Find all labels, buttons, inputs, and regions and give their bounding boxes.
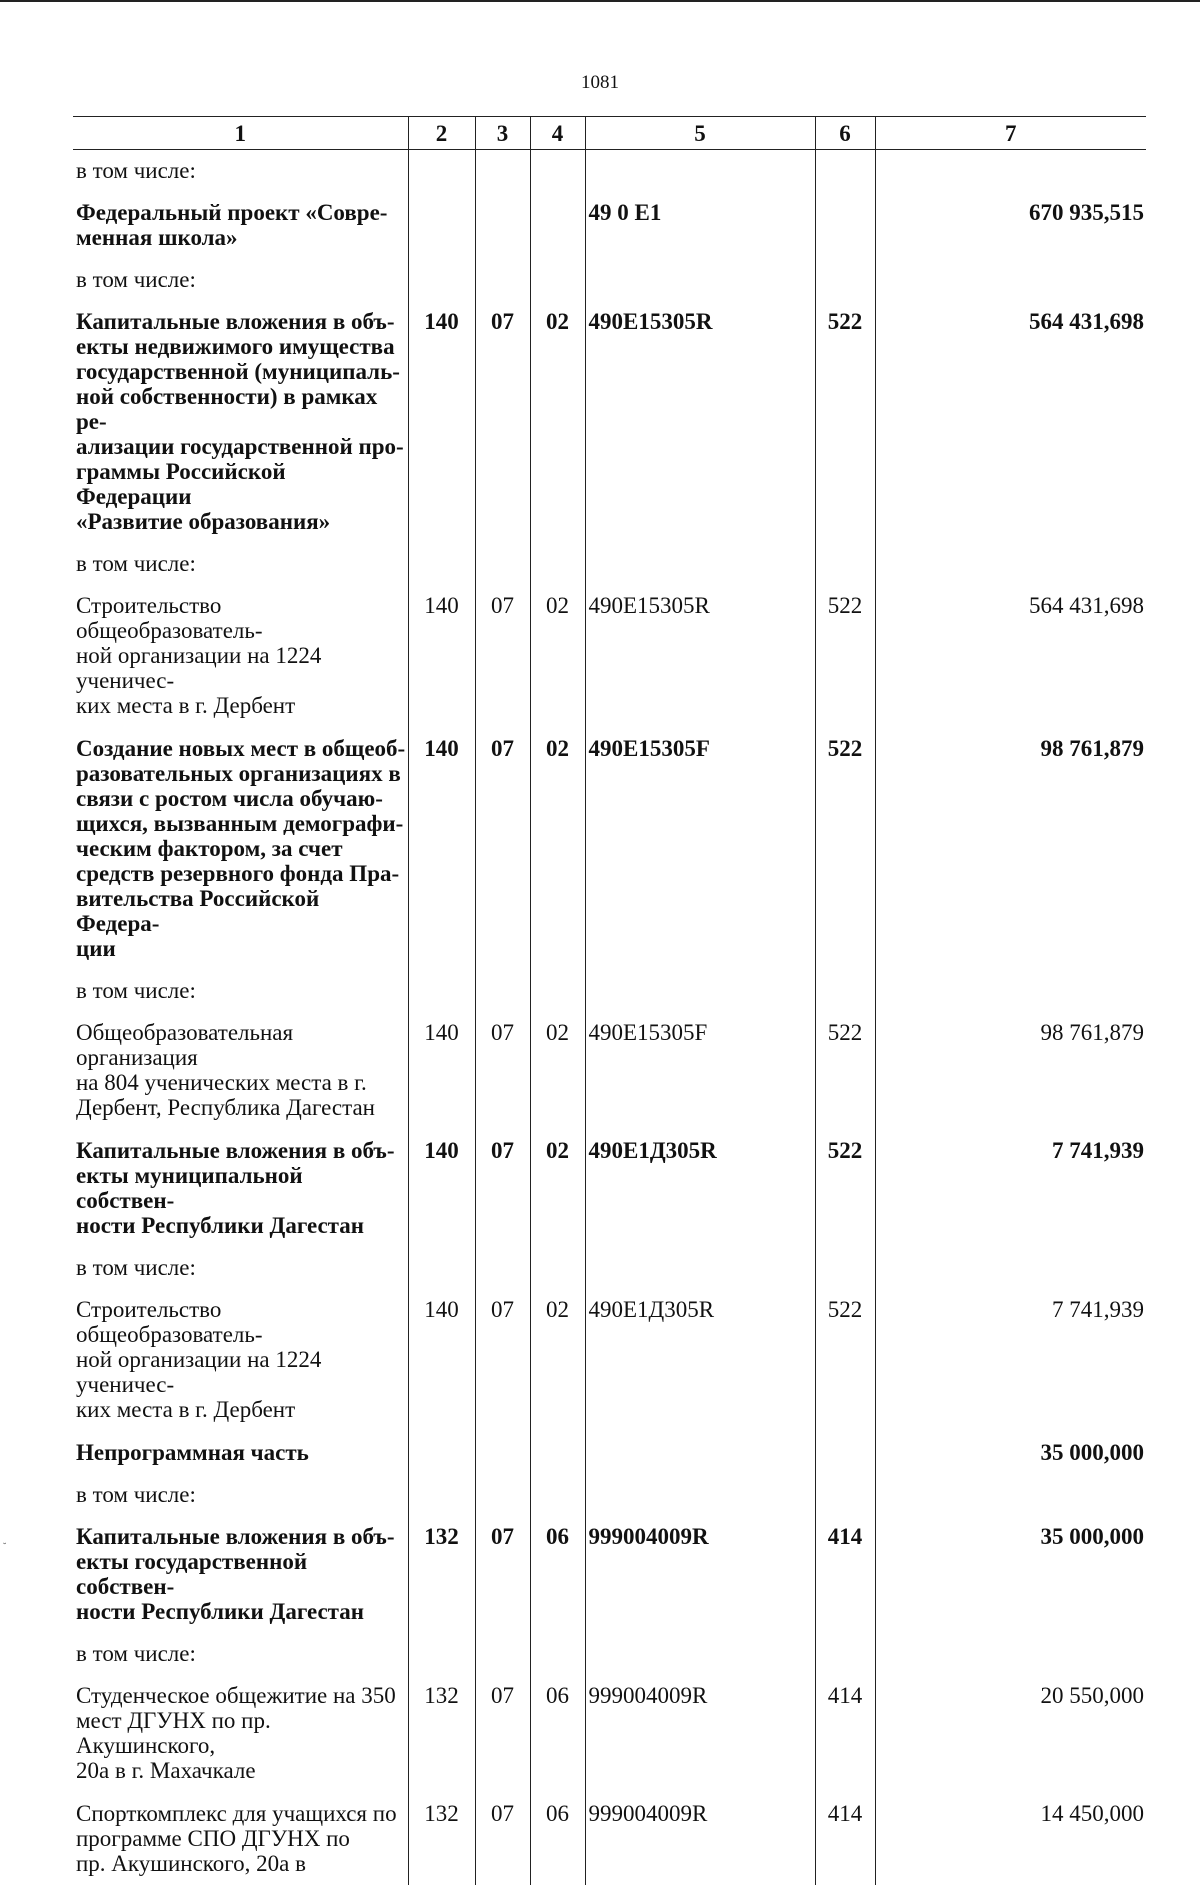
row-name-cell: в том числе: bbox=[73, 970, 408, 1011]
row-name-cell: Капитальные вложения в объ- екты недвижимого имущества государственной (муниципаль- ной собственности) в рамках ре- ализации государственной про- граммы Российской Федерации «Развитие образования» bbox=[73, 300, 408, 543]
row-code-cell: 490Е1Д305R bbox=[585, 1288, 815, 1431]
row-col3-cell bbox=[475, 1633, 530, 1674]
row-col3-cell: 07 bbox=[475, 1674, 530, 1792]
row-amount-cell: 7 741,939 bbox=[875, 1288, 1146, 1431]
table-row bbox=[73, 150, 1146, 192]
row-col6-cell: 414 bbox=[815, 1792, 875, 1885]
row-col3-cell bbox=[475, 191, 530, 259]
row-col2-cell bbox=[408, 1431, 475, 1474]
row-col2-cell: 132 bbox=[408, 1792, 475, 1885]
row-col3-cell bbox=[475, 150, 530, 192]
row-col4-cell: 02 bbox=[530, 727, 585, 970]
row-amount-cell bbox=[875, 1474, 1146, 1515]
row-col6-cell: 414 bbox=[815, 1515, 875, 1633]
column-header: 1 bbox=[73, 117, 408, 150]
row-col3-cell: 07 bbox=[475, 1011, 530, 1129]
row-col2-cell: 140 bbox=[408, 727, 475, 970]
row-col6-cell bbox=[815, 1247, 875, 1288]
row-col2-cell: 132 bbox=[408, 1674, 475, 1792]
page-number: 1081 bbox=[0, 72, 1200, 94]
row-amount-cell: 20 550,000 bbox=[875, 1674, 1146, 1792]
row-code-cell bbox=[585, 1474, 815, 1515]
row-col3-cell: 07 bbox=[475, 1129, 530, 1247]
row-col2-cell: 140 bbox=[408, 584, 475, 727]
row-code-cell bbox=[585, 259, 815, 300]
row-amount-cell: 35 000,000 bbox=[875, 1431, 1146, 1474]
scan-artifact-mark: ˘ bbox=[3, 1542, 6, 1553]
row-col3-cell bbox=[475, 1431, 530, 1474]
table-body bbox=[73, 150, 1146, 1885]
row-amount-cell bbox=[875, 1247, 1146, 1288]
row-col6-cell bbox=[815, 970, 875, 1011]
row-col2-cell: 140 bbox=[408, 1129, 475, 1247]
row-col4-cell bbox=[530, 970, 585, 1011]
table-row bbox=[73, 1129, 1146, 1247]
table-row bbox=[73, 1674, 1146, 1792]
column-header: 4 bbox=[530, 117, 585, 150]
row-col3-cell bbox=[475, 1474, 530, 1515]
row-amount-cell: 98 761,879 bbox=[875, 1011, 1146, 1129]
row-col6-cell bbox=[815, 191, 875, 259]
table-row bbox=[73, 543, 1146, 584]
row-col4-cell bbox=[530, 191, 585, 259]
row-col4-cell: 02 bbox=[530, 1288, 585, 1431]
table-row bbox=[73, 1633, 1146, 1674]
row-code-cell: 999004009R bbox=[585, 1792, 815, 1885]
table-header-row bbox=[73, 117, 1146, 150]
row-code-cell: 490Е15305F bbox=[585, 1011, 815, 1129]
row-col3-cell bbox=[475, 970, 530, 1011]
row-col4-cell bbox=[530, 1474, 585, 1515]
row-col4-cell: 02 bbox=[530, 1129, 585, 1247]
row-col6-cell bbox=[815, 1474, 875, 1515]
table-row bbox=[73, 1247, 1146, 1288]
table-row bbox=[73, 1515, 1146, 1633]
row-amount-cell: 35 000,000 bbox=[875, 1515, 1146, 1633]
row-col6-cell: 522 bbox=[815, 1288, 875, 1431]
row-code-cell bbox=[585, 1247, 815, 1288]
row-amount-cell: 98 761,879 bbox=[875, 727, 1146, 970]
row-name-cell: Федеральный проект «Совре- менная школа» bbox=[73, 191, 408, 259]
table-row bbox=[73, 727, 1146, 970]
row-amount-cell bbox=[875, 970, 1146, 1011]
table-row bbox=[73, 1431, 1146, 1474]
row-name-cell: Капитальные вложения в объ- екты муниципальной собствен- ности Республики Дагестан bbox=[73, 1129, 408, 1247]
row-code-cell: 490Е15305R bbox=[585, 300, 815, 543]
row-col4-cell bbox=[530, 543, 585, 584]
row-col4-cell bbox=[530, 259, 585, 300]
table-row bbox=[73, 970, 1146, 1011]
row-col2-cell bbox=[408, 150, 475, 192]
row-col3-cell bbox=[475, 1247, 530, 1288]
table-row bbox=[73, 300, 1146, 543]
row-col2-cell bbox=[408, 259, 475, 300]
row-col6-cell: 414 bbox=[815, 1674, 875, 1792]
row-code-cell bbox=[585, 1633, 815, 1674]
row-col4-cell: 06 bbox=[530, 1515, 585, 1633]
row-col2-cell: 140 bbox=[408, 300, 475, 543]
row-code-cell bbox=[585, 543, 815, 584]
table-row bbox=[73, 584, 1146, 727]
row-amount-cell: 564 431,698 bbox=[875, 584, 1146, 727]
row-col6-cell bbox=[815, 543, 875, 584]
row-col6-cell: 522 bbox=[815, 300, 875, 543]
row-col4-cell bbox=[530, 1633, 585, 1674]
row-col2-cell: 140 bbox=[408, 1288, 475, 1431]
row-col3-cell: 07 bbox=[475, 1288, 530, 1431]
row-col4-cell: 06 bbox=[530, 1792, 585, 1885]
row-code-cell: 49 0 Е1 bbox=[585, 191, 815, 259]
row-col2-cell: 140 bbox=[408, 1011, 475, 1129]
table-row bbox=[73, 1792, 1146, 1885]
row-amount-cell: 14 450,000 bbox=[875, 1792, 1146, 1885]
row-name-cell: Строительство общеобразователь- ной организации на 1224 ученичес- ких места в г. Дербент bbox=[73, 584, 408, 727]
row-name-cell: Общеобразовательная организация на 804 ученических места в г. Дербент, Республика Дагестан bbox=[73, 1011, 408, 1129]
row-col3-cell bbox=[475, 259, 530, 300]
row-col4-cell: 02 bbox=[530, 584, 585, 727]
budget-table bbox=[73, 116, 1146, 1885]
row-col3-cell: 07 bbox=[475, 1792, 530, 1885]
column-header: 7 bbox=[875, 117, 1146, 150]
row-col6-cell bbox=[815, 1633, 875, 1674]
table-row bbox=[73, 1011, 1146, 1129]
table-row bbox=[73, 191, 1146, 259]
row-col2-cell bbox=[408, 1474, 475, 1515]
row-amount-cell: 7 741,939 bbox=[875, 1129, 1146, 1247]
row-col4-cell: 02 bbox=[530, 1011, 585, 1129]
column-header: 3 bbox=[475, 117, 530, 150]
row-col4-cell: 02 bbox=[530, 300, 585, 543]
row-name-cell: Капитальные вложения в объ- екты государственной собствен- ности Республики Дагестан bbox=[73, 1515, 408, 1633]
table-row bbox=[73, 1474, 1146, 1515]
row-code-cell: 490Е15305R bbox=[585, 584, 815, 727]
row-code-cell: 490Е1Д305R bbox=[585, 1129, 815, 1247]
row-code-cell: 490Е15305F bbox=[585, 727, 815, 970]
column-header: 5 bbox=[585, 117, 815, 150]
page-top-border bbox=[0, 0, 1200, 2]
row-col4-cell bbox=[530, 1247, 585, 1288]
row-name-cell: Строительство общеобразователь- ной организации на 1224 ученичес- ких места в г. Дербент bbox=[73, 1288, 408, 1431]
column-header: 6 bbox=[815, 117, 875, 150]
row-amount-cell bbox=[875, 259, 1146, 300]
row-col6-cell: 522 bbox=[815, 1129, 875, 1247]
row-name-cell: в том числе: bbox=[73, 259, 408, 300]
row-col4-cell bbox=[530, 150, 585, 192]
row-col3-cell: 07 bbox=[475, 584, 530, 727]
row-name-cell: в том числе: bbox=[73, 1633, 408, 1674]
row-col3-cell bbox=[475, 543, 530, 584]
row-col6-cell: 522 bbox=[815, 584, 875, 727]
row-name-cell: в том числе: bbox=[73, 1474, 408, 1515]
row-code-cell: 999004009R bbox=[585, 1515, 815, 1633]
table-row bbox=[73, 259, 1146, 300]
row-name-cell: Спорткомплекс для учащихся по программе СПО ДГУНХ по пр. Акушинского, 20а в bbox=[73, 1792, 408, 1885]
table-row bbox=[73, 1288, 1146, 1431]
row-col2-cell bbox=[408, 543, 475, 584]
row-col3-cell: 07 bbox=[475, 727, 530, 970]
row-code-cell: 999004009R bbox=[585, 1674, 815, 1792]
row-col2-cell bbox=[408, 970, 475, 1011]
column-header: 2 bbox=[408, 117, 475, 150]
row-name-cell: в том числе: bbox=[73, 150, 408, 192]
row-amount-cell: 564 431,698 bbox=[875, 300, 1146, 543]
row-code-cell bbox=[585, 970, 815, 1011]
row-col2-cell bbox=[408, 1633, 475, 1674]
row-code-cell bbox=[585, 1431, 815, 1474]
row-name-cell: Студенческое общежитие на 350 мест ДГУНХ по пр. Акушинского, 20а в г. Махачкале bbox=[73, 1674, 408, 1792]
row-col2-cell bbox=[408, 191, 475, 259]
row-col3-cell: 07 bbox=[475, 1515, 530, 1633]
row-name-cell: Непрограммная часть bbox=[73, 1431, 408, 1474]
row-col4-cell: 06 bbox=[530, 1674, 585, 1792]
row-col6-cell bbox=[815, 150, 875, 192]
row-col4-cell bbox=[530, 1431, 585, 1474]
row-col3-cell: 07 bbox=[475, 300, 530, 543]
row-col2-cell: 132 bbox=[408, 1515, 475, 1633]
row-col6-cell: 522 bbox=[815, 727, 875, 970]
row-amount-cell bbox=[875, 543, 1146, 584]
row-name-cell: в том числе: bbox=[73, 1247, 408, 1288]
row-col6-cell bbox=[815, 1431, 875, 1474]
row-name-cell: в том числе: bbox=[73, 543, 408, 584]
row-code-cell bbox=[585, 150, 815, 192]
row-name-cell: Создание новых мест в общеоб- разовательных организациях в связи с ростом числа обучаю- щихся, вызванным демографи- ческим фактором, за счет средств резервного фонда Пра- вительства Российской Федера- ции bbox=[73, 727, 408, 970]
row-col6-cell: 522 bbox=[815, 1011, 875, 1129]
row-col6-cell bbox=[815, 259, 875, 300]
row-amount-cell bbox=[875, 1633, 1146, 1674]
row-amount-cell bbox=[875, 150, 1146, 192]
row-col2-cell bbox=[408, 1247, 475, 1288]
row-amount-cell: 670 935,515 bbox=[875, 191, 1146, 259]
